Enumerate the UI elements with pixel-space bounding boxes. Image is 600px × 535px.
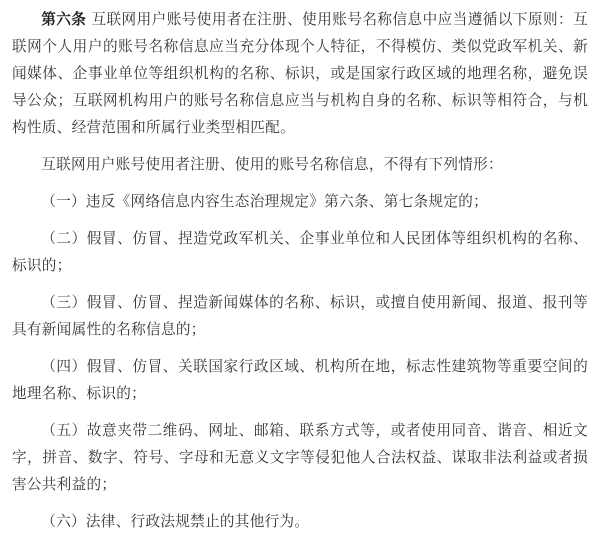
- article-intro-paragraph: [12, 6, 588, 141]
- article-item-6: （六）法律、行政法规禁止的其他行为。: [41, 513, 310, 530]
- article-item-5: （五）故意夹带二维码、网址、邮箱、联系方式等，或者使用同音、谐音、相近文字，拼音、数字、符号、字母和无意义文字等侵犯他人合法权益、谋取非法利益或者损害公共利益的；: [12, 422, 588, 493]
- article-item-4: （四）假冒、仿冒、关联国家行政区域、机构所在地，标志性建筑物等重要空间的地理名称、标识的；: [12, 358, 588, 402]
- article-lead-paragraph: 互联网用户账号使用者注册、使用的账号名称信息，不得有下列情形：: [41, 156, 503, 173]
- article-number: 第六条: [41, 11, 87, 28]
- article-item-2: （二）假冒、仿冒、捏造党政军机关、企事业单位和人民团体等组织机构的名称、标识的；: [12, 230, 588, 274]
- article-intro-text: 互联网用户账号使用者在注册、使用账号名称信息中应当遵循以下原则：互联网个人用户的账号名称信息应当充分体现个人特征，不得模仿、类似党政军机关、新闻媒体、企事业单位等组织机构的名称、标识，或是国家行政区域的地理名称，避免误导公众；互联网机构用户的账号名称信息应当与机构自身的名称、标识等相符合，与机构性质、经营范围和所属行业类型相匹配。: [12, 11, 588, 136]
- article-item-1: （一）违反《网络信息内容生态治理规定》第六条、第七条规定的；: [41, 193, 489, 210]
- article-item-3: （三）假冒、仿冒、捏造新闻媒体的名称、标识，或擅自使用新闻、报道、报刊等具有新闻属性的名称信息的；: [12, 294, 588, 338]
